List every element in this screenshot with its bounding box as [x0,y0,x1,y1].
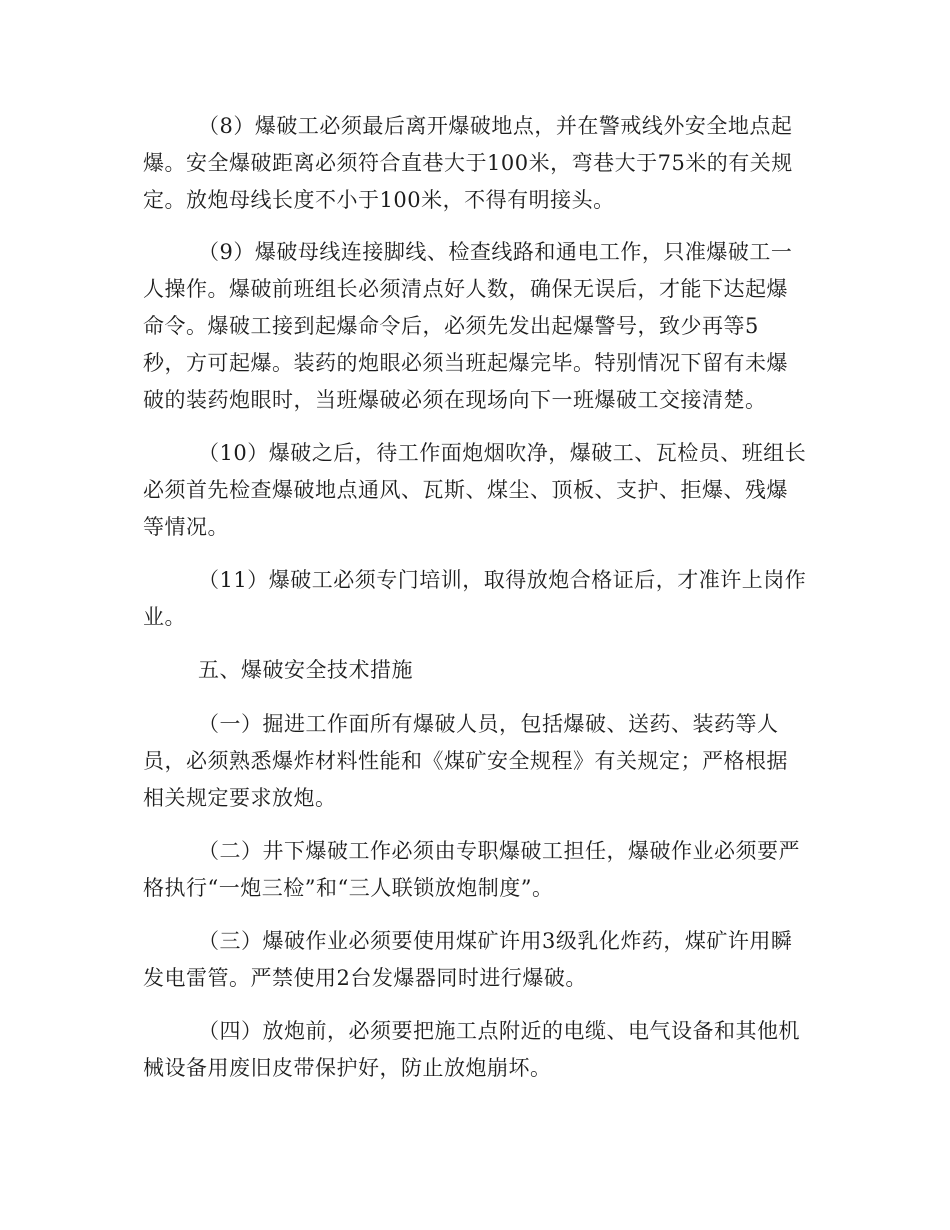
paragraph-line: 命令。爆破工接到起爆命令后，必须先发出起爆警号，致少再等5 [143,314,759,338]
paragraph-line: （11）爆破工必须专门培训，取得放炮合格证后，才准许上岗作 [198,568,807,592]
paragraph-line: （三）爆破作业必须要使用煤矿许用3级乳化炸药，煤矿许用瞬 [198,929,793,953]
section-heading: 五、爆破安全技术措施 [198,658,413,682]
paragraph-line: 必须首先检查爆破地点通风、瓦斯、煤尘、顶板、支护、拒爆、残爆 [143,478,788,502]
paragraph-line: （一）掘进工作面所有爆破人员，包括爆破、送药、装药等人 [198,712,779,736]
paragraph-line: 破的装药炮眼时，当班爆破必须在现场向下一班爆破工交接清楚。 [143,388,767,412]
paragraph-line: 人操作。爆破前班组长必须清点好人数，确保无误后，才能下达起爆 [143,277,788,301]
paragraph-line: 相关规定要求放炮。 [143,786,337,810]
paragraph-line: 发电雷管。严禁使用2台发爆器同时进行爆破。 [143,966,587,990]
paragraph-line: 定。放炮母线长度不小于100米，不得有明接头。 [143,188,615,212]
paragraph-line: （9）爆破母线连接脚线、检查线路和通电工作，只准爆破工一 [198,240,793,264]
paragraph-line: （8）爆破工必须最后离开爆破地点，并在警戒线外安全地点起 [198,114,793,138]
paragraph-line: 员，必须熟悉爆炸材料性能和《煤矿安全规程》有关规定；严格根据 [143,749,788,773]
paragraph-line: 爆。安全爆破距离必须符合直巷大于100米，弯巷大于75米的有关规 [143,151,793,175]
paragraph-line: 业。 [143,605,186,629]
paragraph-line: 械设备用废旧皮带保护好，防止放炮崩坏。 [143,1056,552,1080]
paragraph-line: 等情况。 [143,515,229,539]
paragraph-line: （四）放炮前，必须要把施工点附近的电缆、电气设备和其他机 [198,1019,800,1043]
paragraph-line: 格执行“一炮三检”和“三人联锁放炮制度”。 [143,876,554,900]
paragraph-line: （10）爆破之后，待工作面炮烟吹净，爆破工、瓦检员、班组长 [198,441,807,465]
paragraph-line: 秒，方可起爆。装药的炮眼必须当班起爆完毕。特别情况下留有未爆 [143,351,788,375]
paragraph-line: （二）井下爆破工作必须由专职爆破工担任，爆破作业必须要严 [198,839,800,863]
